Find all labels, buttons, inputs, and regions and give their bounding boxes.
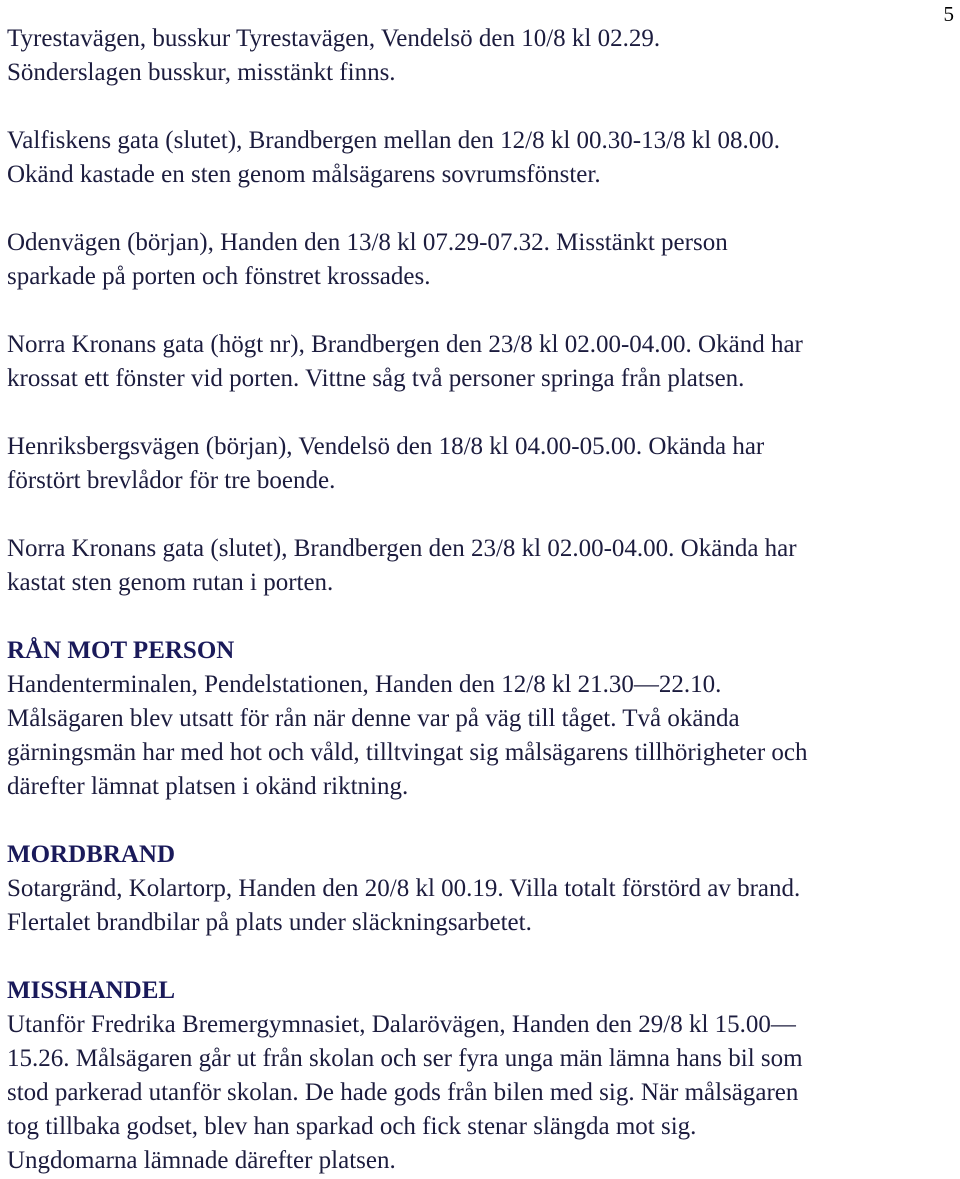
incident-paragraph: Valfiskens gata (slutet), Brandbergen mellan den 12/8 kl 00.30-13/8 kl 08.00. Okänd kastade en sten genom målsägarens sovrumsfönster. bbox=[7, 127, 780, 188]
document-body bbox=[7, 22, 957, 1178]
incident-paragraph: Handenterminalen, Pendelstationen, Handen den 12/8 kl 21.30—22.10. Målsägaren blev utsatt för rån när denne var på väg till tåget. Två okända gärningsmän har med hot och våld, tilltvingat sig målsägarens tillhörigheter och därefter lämnat platsen i okänd riktning. bbox=[7, 671, 808, 800]
section-heading-arson: MORDBRAND bbox=[7, 841, 176, 868]
incident-paragraph: Tyrestavägen, busskur Tyrestavägen, Vendelsö den 10/8 kl 02.29. Sönderslagen busskur, misstänkt finns. bbox=[7, 25, 661, 86]
incident-paragraph: Norra Kronans gata (högt nr), Brandbergen den 23/8 kl 02.00-04.00. Okänd har krossat ett fönster vid porten. Vittne såg två personer springa från platsen. bbox=[7, 331, 803, 392]
incident-paragraph: Odenvägen (början), Handen den 13/8 kl 07.29-07.32. Misstänkt person sparkade på porten och fönstret krossades. bbox=[7, 229, 728, 290]
incident-paragraph: Utanför Fredrika Bremergymnasiet, Dalarövägen, Handen den 29/8 kl 15.00— 15.26. Målsägaren går ut från skolan och ser fyra unga män lämna hans bil som stod parkerad utanför skolan. De hade gods från bilen med sig. När målsägaren tog tillbaka godset, blev han sparkad och fick stenar slängda mot sig. Ungdomarna lämnade därefter platsen. bbox=[7, 1011, 803, 1174]
page-number: 5 bbox=[943, 2, 954, 26]
incident-paragraph: Henriksbergsvägen (början), Vendelsö den 18/8 kl 04.00-05.00. Okända har förstört brevlådor för tre boende. bbox=[7, 433, 765, 494]
section-heading-robbery: RÅN MOT PERSON bbox=[7, 637, 235, 664]
incident-paragraph: Sotargränd, Kolartorp, Handen den 20/8 kl 00.19. Villa totalt förstörd av brand. Flertalet brandbilar på plats under släckningsarbetet. bbox=[7, 875, 801, 936]
section-heading-assault: MISSHANDEL bbox=[7, 977, 176, 1004]
incident-paragraph: Norra Kronans gata (slutet), Brandbergen den 23/8 kl 02.00-04.00. Okända har kastat sten genom rutan i porten. bbox=[7, 535, 797, 596]
